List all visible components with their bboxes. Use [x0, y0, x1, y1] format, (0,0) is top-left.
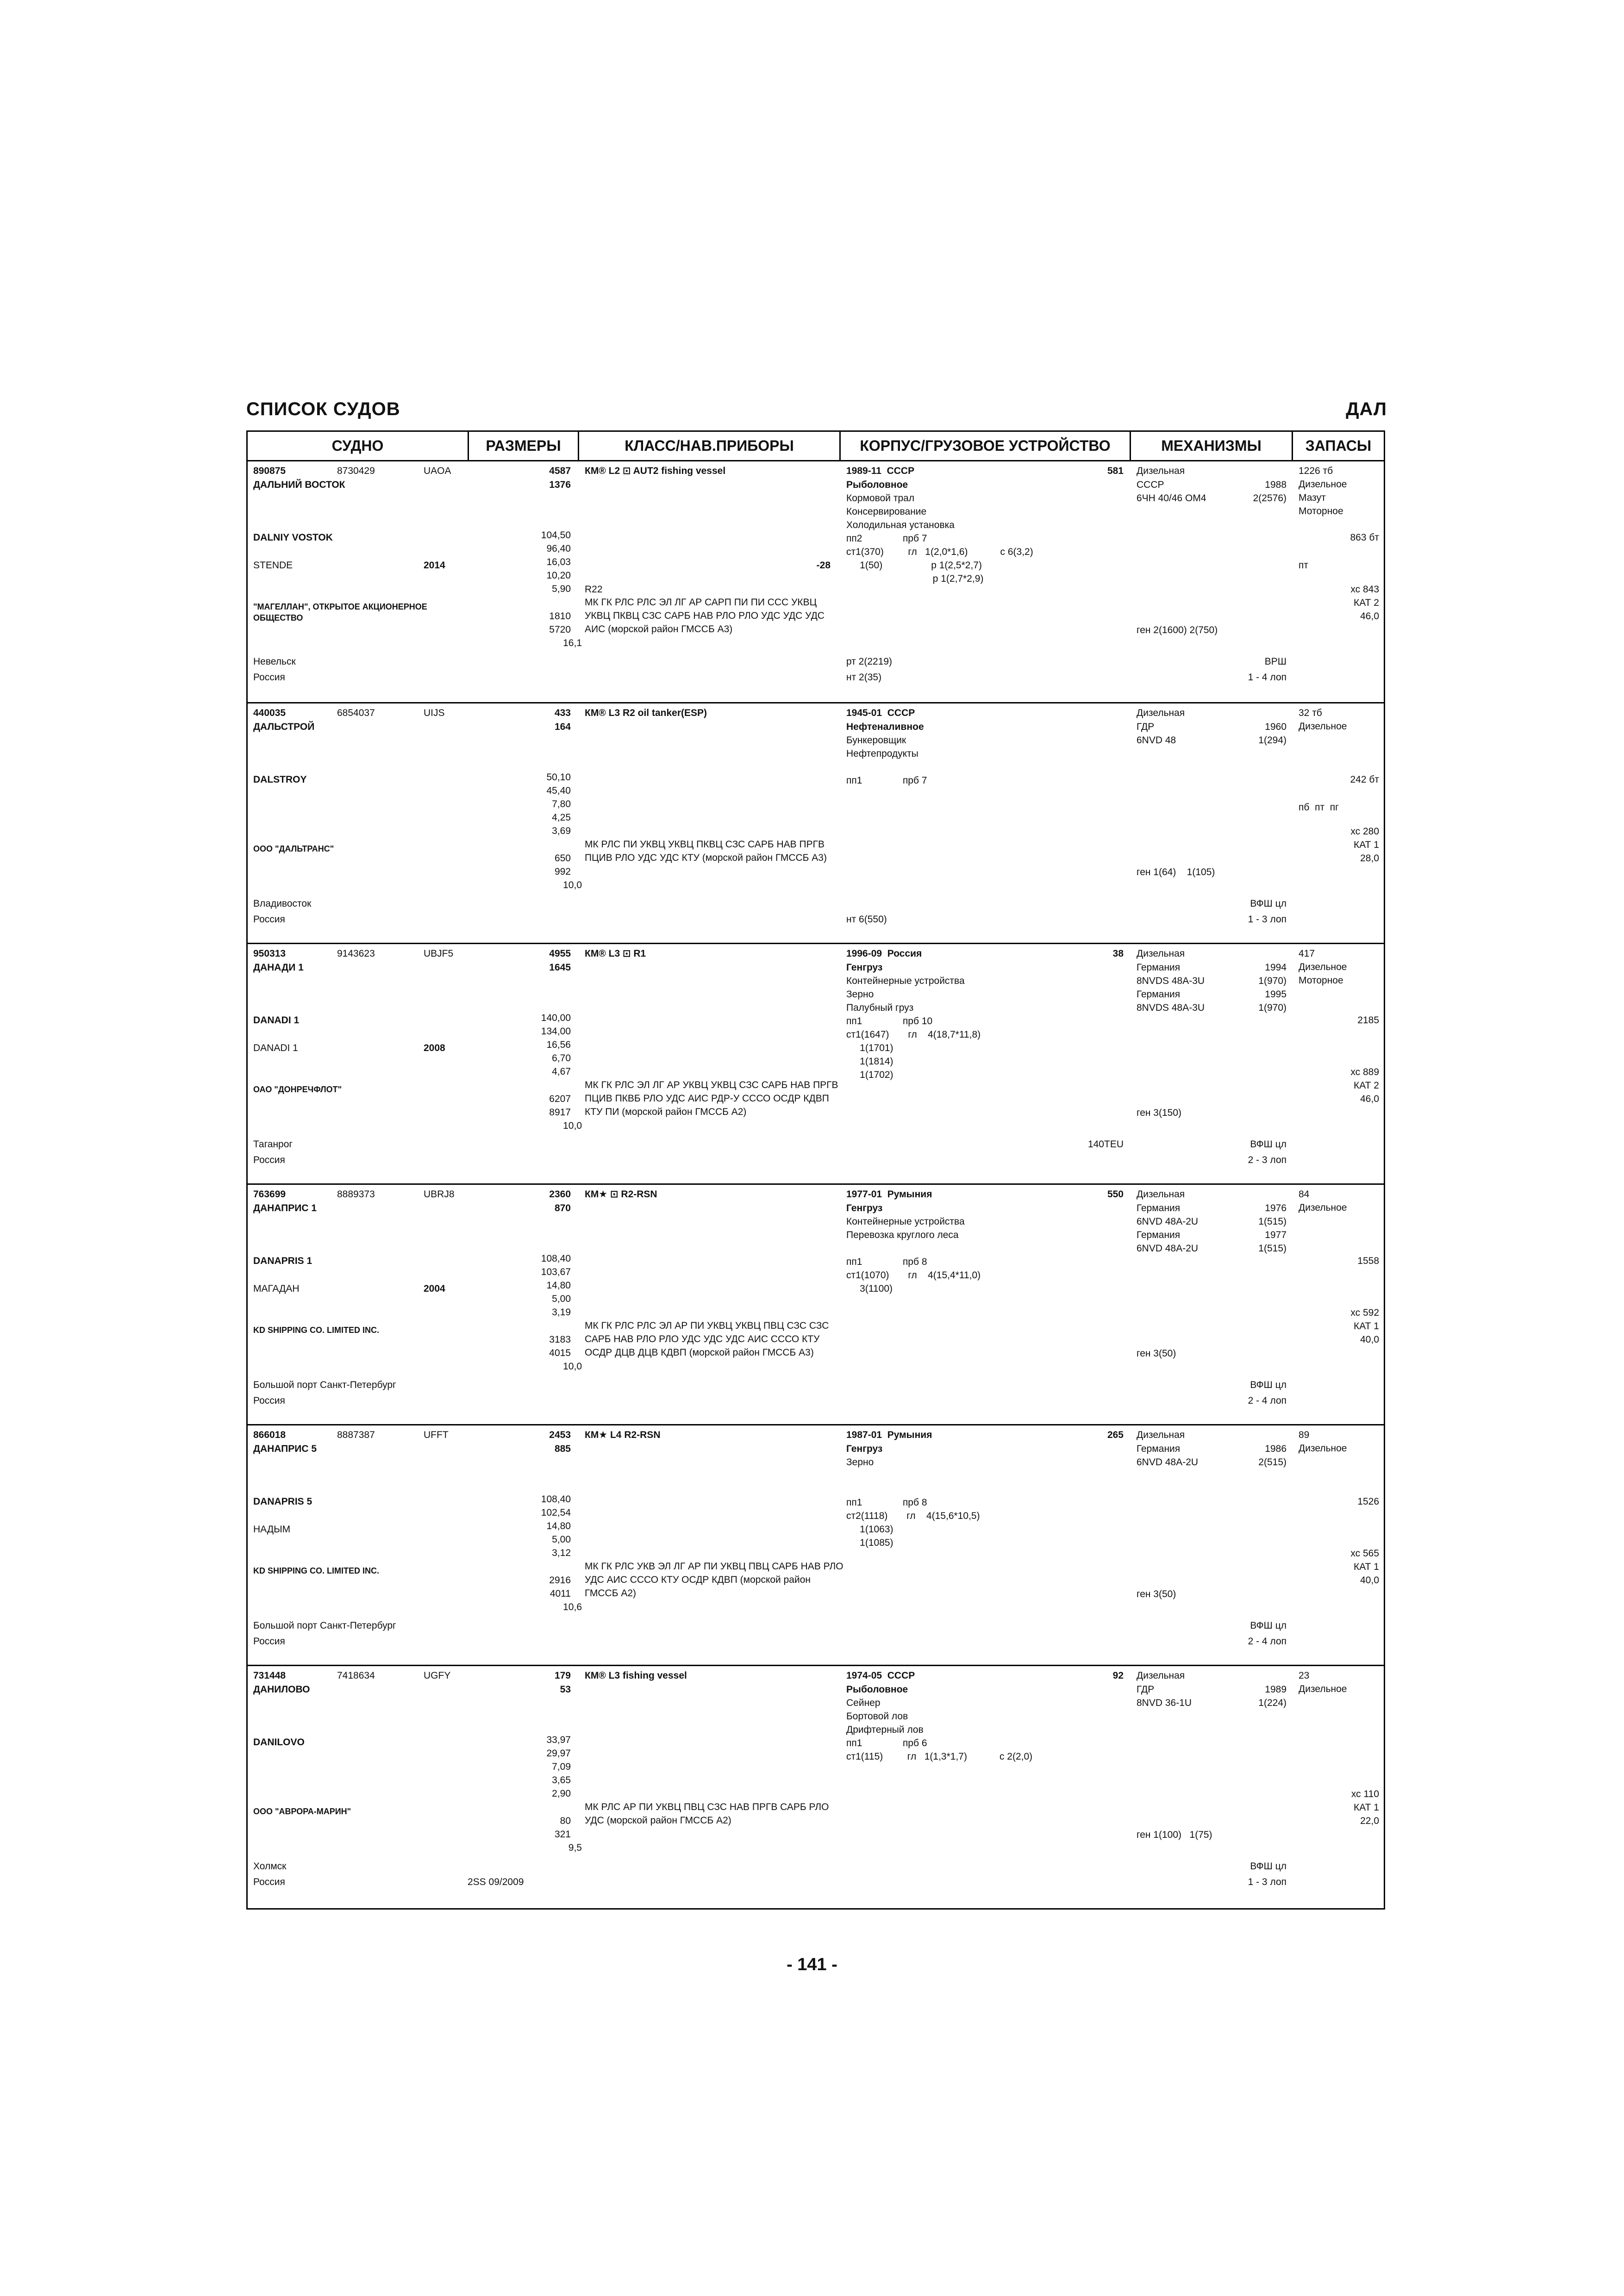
dimension-value: 102,54: [541, 1507, 571, 1518]
dimension-value: 3,12: [552, 1548, 571, 1558]
generators: ген 1(64) 1(105): [1137, 867, 1215, 877]
machinery-value: 2(515): [1258, 1457, 1287, 1468]
call-sign: UIJS: [424, 708, 445, 718]
gross-tonnage: 2360: [549, 1189, 571, 1200]
dimension-value: 103,67: [541, 1267, 571, 1277]
net-tonnage: 870: [554, 1203, 571, 1213]
stores-class-value: 46,0: [1360, 611, 1379, 622]
ship-record: [248, 702, 1384, 943]
navigation-equipment: МК ГК РЛС ЭЛ ЛГ АР УКВЦ УКВЦ СЗС САРБ НАВ ПРГВ ПЦИВ ПКВБ РЛО УДС АИС РДР-У СССО ОСДР КДВП КТУ ПИ (морской район ГМССБ А2): [585, 1080, 838, 1117]
machinery-value: 1976: [1265, 1203, 1287, 1213]
machinery-value: 1994: [1265, 962, 1287, 973]
capacity-value: 10,0: [563, 880, 582, 890]
hull-footer-1: рт 2(2219): [846, 656, 893, 667]
engine-type: Дизельная: [1137, 1189, 1185, 1200]
dimension-value: 96,40: [546, 543, 571, 554]
stores-class-value: 40,0: [1360, 1334, 1379, 1345]
class-notation-extra: R22: [585, 584, 603, 595]
dimension-value: 33,97: [546, 1735, 571, 1745]
previous-name: DANADI 1: [253, 1043, 298, 1053]
stores-class-value: хс 565: [1350, 1548, 1379, 1559]
capacity-value: 10,6: [563, 1602, 582, 1612]
hull-footer-2: нт 6(550): [846, 914, 887, 925]
propeller: ВРШ: [1264, 656, 1287, 667]
stores-item: 1226 тб: [1299, 466, 1333, 476]
capacity-value: 992: [554, 866, 571, 877]
cargo-feature: Сейнер: [846, 1698, 881, 1708]
owner-name: KD SHIPPING CO. LIMITED INC.: [253, 1325, 380, 1335]
machinery-detail: Германия: [1137, 1230, 1181, 1240]
holds: 2 - 4 лоп: [1248, 1636, 1287, 1647]
machinery-value: 1(515): [1258, 1243, 1287, 1254]
capacity-value: 1810: [549, 611, 571, 622]
machinery-detail: Германия: [1137, 1444, 1181, 1454]
stores-class-value: КАТ 1: [1354, 840, 1379, 850]
registry-number: 763699: [253, 1189, 286, 1200]
hull-detail: пп1 прб 6: [846, 1738, 927, 1748]
registry-number: 950313: [253, 948, 286, 959]
column-header-dimensions: РАЗМЕРЫ: [469, 432, 578, 461]
hull-detail: 1(1814): [846, 1056, 893, 1067]
propeller: ВФШ цл: [1250, 1620, 1287, 1631]
cargo-feature: Зерно: [846, 1457, 874, 1468]
flag-country: Россия: [253, 1877, 285, 1887]
registry-number: 866018: [253, 1430, 286, 1440]
stores-item: 89: [1299, 1430, 1310, 1440]
navigation-equipment: МК ГК РЛС УКВ ЭЛ ЛГ АР ПИ УКВЦ ПВЦ САРБ НАВ РЛО УДС АИС СССО КТУ ОСДР КДВП (морской район ГМССБ А2): [585, 1561, 843, 1599]
machinery-value: 1(970): [1258, 1002, 1287, 1013]
holds: 1 - 3 лоп: [1248, 914, 1287, 925]
vessel-name-latin: DANAPRIS 1: [253, 1256, 312, 1266]
column-header-stores: ЗАПАСЫ: [1293, 432, 1384, 461]
class-notation: КМ® L3 fishing vessel: [585, 1670, 687, 1681]
registry-number: 440035: [253, 708, 286, 718]
dimension-value: 4,25: [552, 812, 571, 823]
hull-detail: пп1 прб 7: [846, 775, 927, 786]
dimension-value: 7,09: [552, 1761, 571, 1772]
stores-item: Дизельное: [1299, 1684, 1347, 1694]
machinery-detail: 8NVD 36-1U: [1137, 1698, 1192, 1708]
class-notation: КМ★ L4 R2-RSN: [585, 1430, 661, 1440]
capacity-value: 2916: [549, 1575, 571, 1586]
machinery-value: 1989: [1265, 1684, 1287, 1695]
machinery-detail: 8NVDS 48A-3U: [1137, 1002, 1205, 1013]
page-header-title: СПИСОК СУДОВ: [246, 399, 400, 419]
machinery-value: 1(224): [1258, 1698, 1287, 1708]
hull-number: 550: [1107, 1189, 1124, 1200]
vessel-name: ДАНАПРИС 1: [253, 1203, 317, 1213]
stores-class-value: КАТ 1: [1354, 1802, 1379, 1813]
machinery-detail: Германия: [1137, 962, 1181, 973]
stores-item: Дизельное: [1299, 721, 1347, 732]
build-date-country: 1989-11 СССР: [846, 466, 915, 476]
build-date-country: 1977-01 Румыния: [846, 1189, 932, 1200]
dimension-value: 6,70: [552, 1053, 571, 1064]
previous-name-year: 2008: [424, 1043, 445, 1053]
vessel-type: Рыболовное: [846, 1684, 908, 1695]
previous-name: НАДЫМ: [253, 1524, 291, 1535]
vessel-name: ДАЛЬСТРОЙ: [253, 722, 315, 732]
teu-capacity: 140TEU: [1087, 1139, 1124, 1150]
engine-type: Дизельная: [1137, 708, 1185, 718]
vessel-name-latin: DALNIY VOSTOK: [253, 532, 333, 543]
navigation-equipment: МК РЛС АР ПИ УКВЦ ПВЦ СЗС НАВ ПРГВ САРБ РЛО УДС (морской район ГМССБ А2): [585, 1802, 829, 1826]
previous-name: STENDE: [253, 560, 293, 571]
hull-detail: ст1(1647) гл 4(18,7*11,8): [846, 1029, 981, 1040]
capacity-value: 4011: [550, 1588, 571, 1599]
machinery-detail: Германия: [1137, 989, 1181, 1000]
propeller: ВФШ цл: [1250, 1380, 1287, 1390]
capacity-value: 10,0: [563, 1120, 582, 1131]
build-date-country: 1974-05 СССР: [846, 1670, 915, 1681]
stores-class-value: 28,0: [1360, 853, 1379, 864]
vessel-name: ДАНИЛОВО: [253, 1684, 310, 1695]
hull-detail: ст1(370) гл 1(2,0*1,6) с 6(3,2): [846, 547, 1033, 557]
stores-item: Дизельное: [1299, 962, 1347, 972]
hull-detail: 1(1702): [846, 1070, 893, 1080]
net-tonnage: 1645: [549, 962, 571, 973]
dimension-value: 140,00: [541, 1013, 571, 1023]
stores-class-value: КАТ 2: [1354, 597, 1379, 608]
engine-type: Дизельная: [1137, 466, 1185, 476]
capacity-value: 3183: [549, 1334, 571, 1345]
home-port: Невельск: [253, 656, 296, 667]
home-port: Большой порт Санкт-Петербург: [253, 1620, 396, 1631]
generators: ген 2(1600) 2(750): [1137, 625, 1218, 635]
build-date-country: 1945-01 СССР: [846, 708, 915, 718]
hull-detail: 1(1085): [846, 1537, 893, 1548]
flag-country: Россия: [253, 672, 285, 683]
dimension-value: 108,40: [541, 1494, 571, 1505]
registry-number: 890875: [253, 466, 286, 476]
vessel-type: Генгруз: [846, 1444, 883, 1454]
owner-name: "МАГЕЛЛАН", ОТКРЫТОЕ АКЦИОНЕРНОЕ ОБЩЕСТВО: [253, 602, 427, 622]
build-date-country: 1987-01 Румыния: [846, 1430, 932, 1440]
call-sign: UGFY: [424, 1670, 451, 1681]
vessel-name: ДАЛЬНИЙ ВОСТОК: [253, 479, 345, 490]
flag-country: Россия: [253, 1155, 285, 1165]
stores-item: Дизельное: [1299, 1202, 1347, 1213]
page-number: - 141 -: [787, 1955, 837, 1974]
stores-ballast: 1558: [1357, 1256, 1379, 1266]
dimension-value: 5,90: [552, 584, 571, 594]
propeller: ВФШ цл: [1250, 898, 1287, 909]
stores-item: 84: [1299, 1189, 1310, 1200]
call-sign: UBRJ8: [424, 1189, 455, 1200]
hull-detail: пп1 прб 10: [846, 1016, 933, 1027]
machinery-value: 1960: [1265, 722, 1287, 732]
dimension-value: 16,03: [546, 557, 571, 567]
cargo-feature: Зерно: [846, 989, 874, 1000]
stores-item: Дизельное: [1299, 479, 1347, 490]
machinery-value: 1988: [1265, 479, 1287, 490]
hull-number: 581: [1107, 466, 1124, 476]
gross-tonnage: 179: [554, 1670, 571, 1681]
vessel-name-latin: DANAPRIS 5: [253, 1496, 312, 1507]
cargo-feature: Контейнерные устройства: [846, 1216, 965, 1227]
vessel-type: Рыболовное: [846, 479, 908, 490]
page-header-section: ДАЛ: [1346, 399, 1387, 419]
holds: 1 - 4 лоп: [1248, 672, 1287, 683]
machinery-value: 1(515): [1258, 1216, 1287, 1227]
imo-number: 6854037: [337, 708, 375, 718]
machinery-detail: 6NVD 48A-2U: [1137, 1457, 1199, 1468]
imo-number: 8889373: [337, 1189, 375, 1200]
holds: 2 - 3 лоп: [1248, 1155, 1287, 1165]
stores-class-value: хс 889: [1350, 1067, 1379, 1077]
dimension-value: 14,80: [546, 1521, 571, 1531]
capacity-value: 80: [560, 1816, 571, 1826]
vessel-name-latin: DANILOVO: [253, 1737, 305, 1748]
capacity-value: 6207: [549, 1094, 571, 1104]
hull-number: 265: [1107, 1430, 1124, 1440]
cargo-feature: Кормовой трал: [846, 493, 915, 504]
build-date-country: 1996-09 Россия: [846, 948, 922, 959]
capacity-value: 5720: [549, 624, 571, 635]
navigation-equipment: МК ГК РЛС РЛС ЭЛ АР ПИ УКВЦ УКВЦ ПВЦ СЗС СЗС САРБ НАВ РЛО РЛО УДС УДС УДС АИС СССО КТУ ОСДР ДЦВ ДЦВ КДВП (морской район ГМССБ А3): [585, 1320, 829, 1358]
imo-number: 7418634: [337, 1670, 375, 1681]
dimension-value: 7,80: [552, 799, 571, 809]
capacity-value: 9,5: [568, 1842, 582, 1853]
hull-detail: ст1(115) гл 1(1,3*1,7) с 2(2,0): [846, 1751, 1033, 1762]
call-sign: UFFT: [424, 1430, 449, 1440]
propeller: ВФШ цл: [1250, 1139, 1287, 1150]
column-header-vessel: СУДНО: [248, 432, 468, 461]
stores-item: 417: [1299, 948, 1315, 959]
class-notation: КМ® L2 ⊡ AUT2 fishing vessel: [585, 466, 726, 476]
gross-tonnage: 4587: [549, 466, 571, 476]
machinery-detail: 6NVD 48: [1137, 735, 1176, 746]
hull-detail: 1(1063): [846, 1524, 893, 1535]
dimension-value: 108,40: [541, 1253, 571, 1264]
machinery-detail: 8NVDS 48A-3U: [1137, 976, 1205, 986]
navigation-equipment: МК РЛС ПИ УКВЦ УКВЦ ПКВЦ СЗС САРБ НАВ ПРГВ ПЦИВ РЛО УДС УДС КТУ (морской район ГМССБ А3): [585, 839, 827, 863]
dimension-value: 16,56: [546, 1039, 571, 1050]
ship-table: [246, 430, 1385, 1910]
ship-record: [248, 1424, 1384, 1665]
navigation-equipment: МК ГК РЛС РЛС ЭЛ ЛГ АР САРП ПИ ПИ ССС УКВЦ УКВЦ ПКВЦ СЗС САРБ НАВ РЛО РЛО УДС УДС УДС АИС (морской район ГМССБ А3): [585, 597, 824, 635]
hull-detail: ст1(1070) гл 4(15,4*11,0): [846, 1270, 981, 1281]
vessel-name: ДАНАПРИС 5: [253, 1444, 317, 1454]
stores-class-value: хс 110: [1351, 1789, 1379, 1799]
ship-record: [248, 1183, 1384, 1424]
dimension-value: 3,65: [552, 1775, 571, 1786]
stores-ballast: 1526: [1357, 1496, 1379, 1507]
stores-item: 23: [1299, 1670, 1310, 1681]
hull-detail: 1(1701): [846, 1043, 893, 1053]
stores-class-value: хс 843: [1350, 584, 1379, 595]
column-header-machinery: МЕХАНИЗМЫ: [1131, 432, 1292, 461]
dimension-value: 3,19: [552, 1307, 571, 1318]
dimension-value: 5,00: [552, 1294, 571, 1304]
hull-detail: 1(50) р 1(2,5*2,7): [846, 560, 982, 571]
stores-ballast: 2185: [1357, 1015, 1379, 1026]
home-port: Холмск: [253, 1861, 287, 1872]
stores-ballast: 863 бт: [1350, 532, 1379, 543]
owner-name: ООО "ДАЛЬТРАНС": [253, 844, 334, 853]
stores-class-value: 46,0: [1360, 1094, 1379, 1104]
home-port: Владивосток: [253, 898, 312, 909]
generators: ген 3(50): [1137, 1348, 1176, 1359]
engine-type: Дизельная: [1137, 1670, 1185, 1681]
stores-class-value: КАТ 1: [1354, 1562, 1379, 1572]
home-port: Большой порт Санкт-Петербург: [253, 1380, 396, 1390]
flag-country: Россия: [253, 1636, 285, 1647]
vessel-name: ДАНАДИ 1: [253, 962, 304, 973]
cargo-feature: Бортовой лов: [846, 1711, 908, 1722]
call-sign: UAOA: [424, 466, 451, 476]
previous-name-year: 2004: [424, 1283, 445, 1294]
owner-name: ООО "АВРОРА-МАРИН": [253, 1807, 351, 1816]
vessel-type: Нефтеналивное: [846, 722, 924, 732]
engine-type: Дизельная: [1137, 1430, 1185, 1440]
machinery-value: 1(294): [1258, 735, 1287, 746]
ship-record: [248, 461, 1384, 702]
machinery-detail: СССР: [1137, 479, 1164, 490]
home-port: Таганрог: [253, 1139, 293, 1150]
hull-detail: пп1 прб 8: [846, 1257, 927, 1267]
column-header-hull: КОРПУС/ГРУЗОВОЕ УСТРОЙСТВО: [841, 432, 1130, 461]
class-notation: КМ★ ⊡ R2-RSN: [585, 1189, 657, 1200]
hull-detail: ст2(1118) гл 4(15,6*10,5): [846, 1511, 980, 1521]
column-header-class: КЛАСС/НАВ.ПРИБОРЫ: [579, 432, 839, 461]
class-notation: КМ® L3 ⊡ R1: [585, 948, 646, 959]
dimension-value: 3,69: [552, 826, 571, 836]
hull-detail: р 1(2,7*2,9): [846, 573, 984, 584]
imo-number: 8730429: [337, 466, 375, 476]
stores-item: Дизельное: [1299, 1443, 1347, 1454]
generators: ген 3(50): [1137, 1589, 1176, 1599]
stores-item: 32 тб: [1299, 708, 1322, 718]
ship-record: [248, 943, 1384, 1183]
dimension-value: 2,90: [552, 1788, 571, 1799]
flag-country: Россия: [253, 914, 285, 925]
vessel-type: Генгруз: [846, 1203, 883, 1213]
cargo-feature: Дрифтерный лов: [846, 1724, 924, 1735]
call-sign: UBJF5: [424, 948, 454, 959]
stores-class-value: КАТ 2: [1354, 1080, 1379, 1091]
hull-detail: пп1 прб 8: [846, 1497, 927, 1508]
machinery-detail: Германия: [1137, 1203, 1181, 1213]
capacity-value: 8917: [549, 1107, 571, 1118]
stores-class-value: хс 280: [1350, 826, 1379, 837]
stores-item: Моторное: [1299, 975, 1343, 986]
dimension-value: 5,00: [552, 1534, 571, 1545]
engine-type: Дизельная: [1137, 948, 1185, 959]
machinery-detail: ГДР: [1137, 722, 1155, 732]
machinery-value: 1977: [1265, 1230, 1287, 1240]
capacity-value: 321: [554, 1829, 571, 1840]
machinery-value: 1995: [1265, 989, 1287, 1000]
stores-ballast: 242 бт: [1350, 774, 1379, 785]
gross-tonnage: 433: [554, 708, 571, 718]
holds: 1 - 3 лоп: [1248, 1877, 1287, 1887]
dimension-value: 134,00: [541, 1026, 571, 1037]
machinery-value: 2(2576): [1253, 493, 1287, 504]
capacity-value: 650: [554, 853, 571, 864]
registry-number: 731448: [253, 1670, 286, 1681]
machinery-detail: 6NVD 48A-2U: [1137, 1216, 1199, 1227]
stores-class-value: КАТ 1: [1354, 1321, 1379, 1332]
dimension-value: 104,50: [541, 530, 571, 541]
machinery-detail: 6NVD 48A-2U: [1137, 1243, 1199, 1254]
dimension-value: 50,10: [546, 772, 571, 783]
dimension-value: 29,97: [546, 1748, 571, 1759]
previous-name-year: 2014: [424, 560, 445, 571]
machinery-value: 1986: [1265, 1444, 1287, 1454]
machinery-value: 1(970): [1258, 976, 1287, 986]
dimension-value: 4,67: [552, 1066, 571, 1077]
footnote: 2SS 09/2009: [468, 1877, 524, 1887]
hull-number: 92: [1112, 1670, 1124, 1681]
stores-class-value: 40,0: [1360, 1575, 1379, 1586]
vessel-type: Генгруз: [846, 962, 883, 973]
cargo-feature: Контейнерные устройства: [846, 976, 965, 986]
gross-tonnage: 2453: [549, 1430, 571, 1440]
capacity-value: 10,0: [563, 1361, 582, 1372]
capacity-value: 4015: [549, 1348, 571, 1358]
stores-class-value: хс 592: [1350, 1307, 1379, 1318]
holds: 2 - 4 лоп: [1248, 1395, 1287, 1406]
stores-extra: пт: [1299, 560, 1308, 571]
net-tonnage: 1376: [549, 479, 571, 490]
dimension-value: 14,80: [546, 1280, 571, 1291]
class-notation: КМ® L3 R2 oil tanker(ESP): [585, 708, 707, 718]
machinery-detail: ГДР: [1137, 1684, 1155, 1695]
dimension-value: 45,40: [546, 785, 571, 796]
cargo-feature: Холодильная установка: [846, 520, 955, 530]
gross-tonnage: 4955: [549, 948, 571, 959]
owner-name: ОАО "ДОНРЕЧФЛОТ": [253, 1085, 342, 1094]
capacity-value: 16,1: [563, 638, 582, 648]
dimension-value: 10,20: [546, 570, 571, 581]
net-tonnage: 53: [560, 1684, 571, 1695]
net-tonnage: 164: [554, 722, 571, 732]
imo-number: 9143623: [337, 948, 375, 959]
hull-number: 38: [1112, 948, 1124, 959]
cargo-feature: Бункеровщик: [846, 735, 906, 746]
hull-footer-2: нт 2(35): [846, 672, 882, 683]
net-tonnage: 885: [554, 1444, 571, 1454]
previous-name: МАГАДАН: [253, 1283, 300, 1294]
owner-name: KD SHIPPING CO. LIMITED INC.: [253, 1566, 380, 1575]
stores-item: Мазут: [1299, 492, 1326, 503]
stores-class-value: 22,0: [1360, 1816, 1379, 1826]
hull-bold-value: -28: [816, 560, 831, 571]
stores-item: Моторное: [1299, 506, 1343, 516]
vessel-name-latin: DALSTROY: [253, 774, 307, 785]
cargo-feature: Перевозка круглого леса: [846, 1230, 959, 1240]
imo-number: 8887387: [337, 1430, 375, 1440]
machinery-detail: 6ЧН 40/46 ОМ4: [1137, 493, 1206, 504]
hull-detail: 3(1100): [846, 1283, 893, 1294]
stores-extra: пб пт пг: [1299, 802, 1339, 813]
generators: ген 1(100) 1(75): [1137, 1829, 1212, 1840]
vessel-name-latin: DANADI 1: [253, 1015, 300, 1026]
ship-record: [248, 1665, 1384, 1905]
generators: ген 3(150): [1137, 1108, 1182, 1118]
cargo-feature: Палубный груз: [846, 1002, 914, 1013]
cargo-feature: Консервирование: [846, 506, 927, 517]
hull-detail: пп2 прб 7: [846, 533, 927, 544]
cargo-feature: Нефтепродукты: [846, 748, 918, 759]
propeller: ВФШ цл: [1250, 1861, 1287, 1872]
flag-country: Россия: [253, 1395, 285, 1406]
